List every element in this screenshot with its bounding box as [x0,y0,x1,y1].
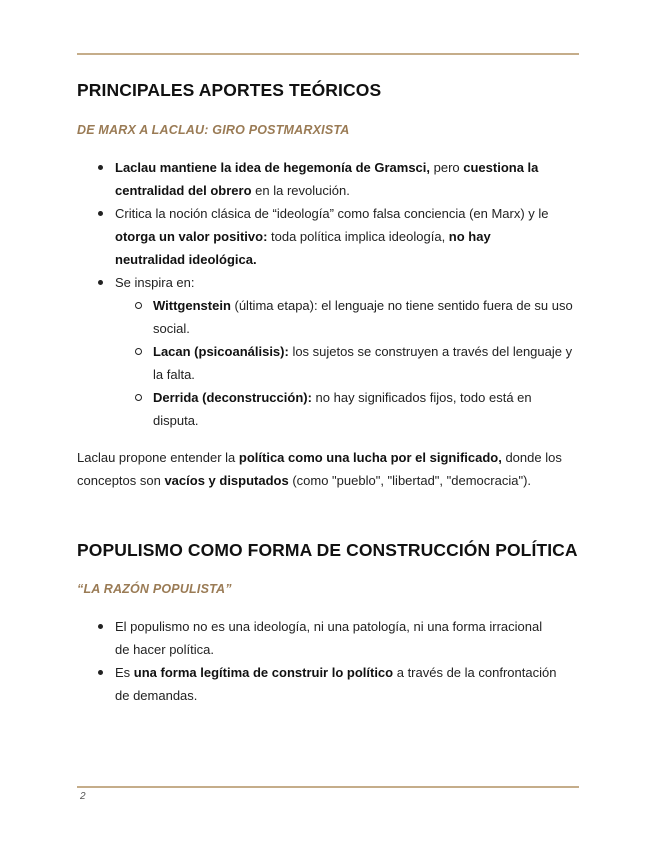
list-item [115,202,560,271]
paragraph [77,446,579,492]
bold-text: una forma legítima de construir lo político [133,665,394,680]
list-item [115,271,573,432]
text: no hay significados fijos, todo está en disputa. [153,390,532,428]
section-subtitle: “LA RAZÓN POPULISTA” [77,582,232,596]
text: en la revolución. [251,183,350,198]
text: Critica la noción clásica de “ideología” como falsa conciencia (en Marx) y le [115,206,549,221]
text: Se inspira en: [115,275,195,290]
bullet-list [115,615,560,707]
bullet-list [115,156,573,432]
sub-list-item [153,386,573,432]
text: los sujetos se construyen a través del lenguaje y la falta. [153,344,573,382]
page-number: 2 [80,791,86,802]
text: a través de la confrontación de demandas. [115,665,557,703]
text: (última etapa): el lenguaje no tiene sentido fuera de su uso social. [153,298,573,336]
header-rule [77,53,579,55]
bold-text: Wittgenstein [153,298,231,313]
bold-text: política como una lucha por el significado, [238,450,502,465]
section-title: PRINCIPALES APORTES TEÓRICOS [77,80,382,100]
list-item [115,661,560,707]
bold-text: no hay neutralidad ideológica. [115,229,491,267]
bold-text: otorga un valor positivo: [115,229,268,244]
section-title: POPULISMO COMO FORMA DE CONSTRUCCIÓN POLÍTICA [77,540,578,560]
section-subtitle: DE MARX A LACLAU: GIRO POSTMARXISTA [77,123,350,137]
sub-list-item [153,294,573,340]
bold-text: cuestiona la centralidad del obrero [115,160,539,198]
bold-text: Laclau mantiene la idea de hegemonía de Gramsci, [115,160,431,175]
text: donde los conceptos son [77,450,562,488]
text: toda política implica ideología, [267,229,449,244]
text: Es [115,665,134,680]
sub-list [153,294,573,432]
text: pero [430,160,464,175]
list-item [115,156,560,202]
text: (como "pueblo", "libertad", "democracia"). [288,473,532,488]
bold-text: Derrida (deconstrucción): [153,390,312,405]
text: El populismo no es una ideología, ni una patología, ni una forma irracional de hacer política. [115,619,543,657]
footer-rule [77,786,579,788]
sub-list-item [153,340,573,386]
text: Laclau propone entender la [77,450,239,465]
bold-text: Lacan (psicoanálisis): [153,344,289,359]
bold-text: vacíos y disputados [164,473,289,488]
list-item [115,615,560,661]
